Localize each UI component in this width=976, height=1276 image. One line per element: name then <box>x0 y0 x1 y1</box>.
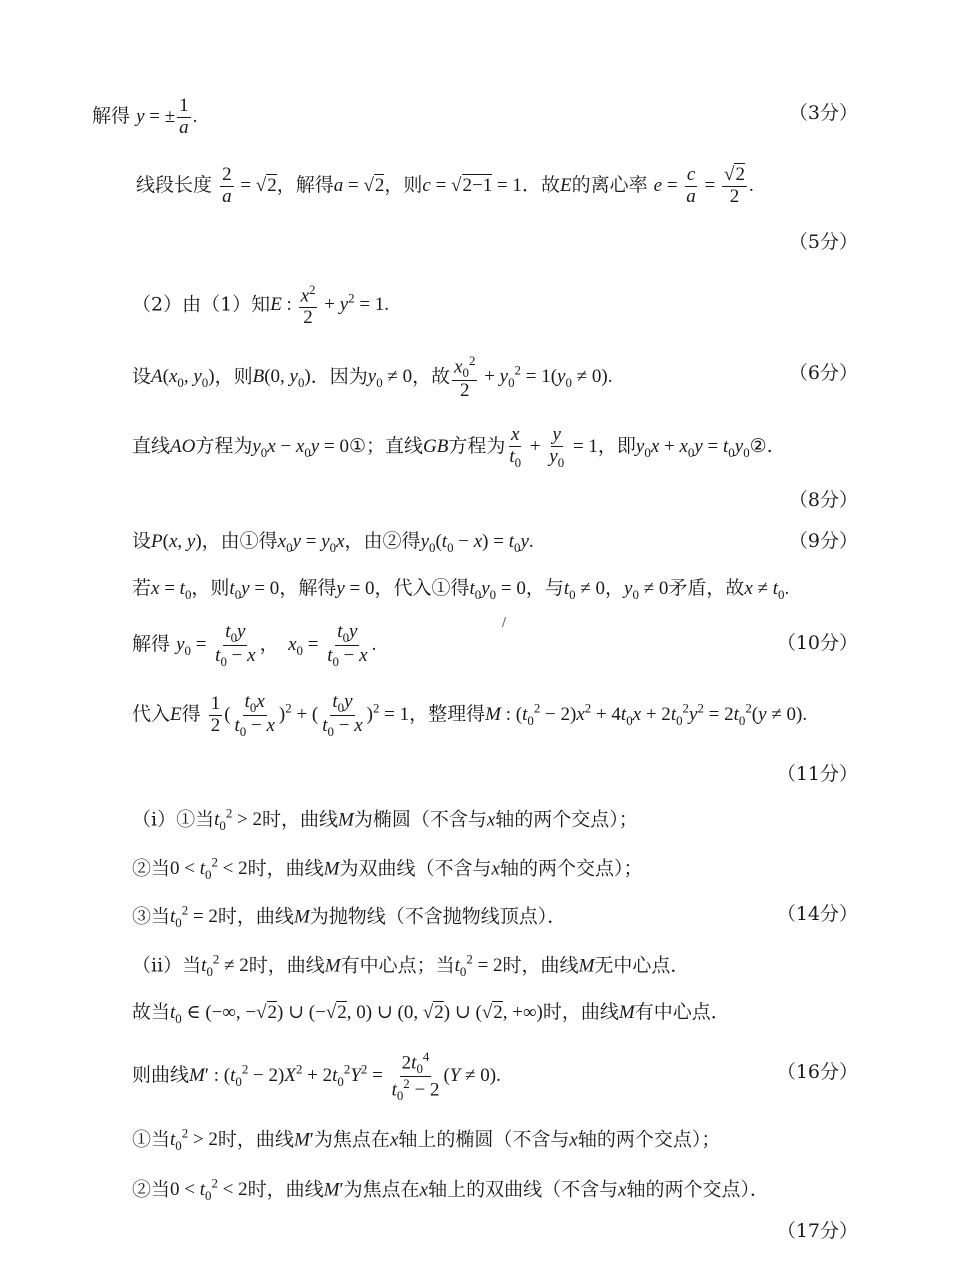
line-17: ②当$0 < t_0^2 < 2$时，曲线M′为焦点在x轴上的双曲线（不含与x轴的两个交点）． <box>132 1176 770 1204</box>
stray-mark: / <box>502 615 507 629</box>
line-1: 解得 y = ± $\frac{1}{a}$ . <box>92 95 198 138</box>
line-6: 设P(x, y)，由①得$x_0y = y_0x$，由②得$y_0(t_0 - x) = t_0y$. <box>132 530 534 555</box>
score-17: （17分） <box>776 1220 858 1242</box>
score-5: （5分） <box>788 231 858 253</box>
line-10: （ⅰ）①当$t_0^2 > 2$时，曲线M为椭圆（不含与x轴的两个交点）； <box>132 806 638 834</box>
line-15: 则曲线M′ : $(t_0^2 - 2)X^2 + 2t_0^2Y^2$ = $\frac{2t_0^4}{t_0^2 - 2}$ (Y ≠ 0). <box>132 1049 501 1104</box>
score-9: （9分） <box>788 530 858 552</box>
line-3: （2）由（1）知E : $\frac{x^2}{2}$ + $y^2 = 1$. <box>132 282 390 329</box>
score-11: （11分） <box>776 763 858 785</box>
line-12: ③当$t_0^2 = 2$时，曲线M为抛物线（不含抛物线顶点）． <box>132 903 567 931</box>
line-13: （ⅱ）当$t_0^2 \ne 2$时，曲线M有中心点；当$t_0^2 = 2$时，曲线M无中心点． <box>132 952 690 980</box>
line-5: 直线AO方程为$y_0x - x_0y$ = 0①；直线GB方程为 $\frac{x}{t_0}$ + $\frac{y}{y_0}$ = 1，即$y_0x + x_0y$ = $t_0y_0②$. <box>132 424 773 470</box>
line-9: 代入E得 $\frac{1}{2}$ ( $\frac{t_0x}{t_0 - x}$ )$^2$ + ( $\frac{t_0y}{t_0 - x}$ )$^2$ = 1，整理得M : $(t_0^2 - 2)x^2 + 4t_0x + 2t_0^2y^2 = 2t_0^2(y \ne 0)$. <box>132 691 808 739</box>
line-16: ①当$t_0^2 > 2$时，曲线M′为焦点在x轴上的椭圆（不含与x轴的两个交点）； <box>132 1126 721 1154</box>
line-2: 线段长度 $\frac{2}{a}$ = √2，解得a = √2，则c = √2−1 = 1．故E的离心率 e = $\frac{c}{a}$ = $\frac{√2}{2}$ . <box>136 164 754 207</box>
score-16: （16分） <box>776 1061 858 1083</box>
line-11: ②当$0 < t_0^2 < 2$时，曲线M为双曲线（不含与x轴的两个交点）； <box>132 855 643 883</box>
score-14: （14分） <box>776 903 858 925</box>
line-7: 若$x = t_0$，则$t_0y = 0$，解得y = 0，代入①得$t_0y_0 = 0$，与$t_0 \ne 0$，$y_0 \ne 0$矛盾，故$x \ne t_0$. <box>132 577 790 602</box>
line-8: 解得 $y_0$ = $\frac{t_0y}{t_0 - x}$ ， $x_0$ = $\frac{t_0y}{t_0 - x}$ . <box>132 621 377 669</box>
math: y = ± $\frac{1}{a}$ . <box>136 95 198 138</box>
score-6: （6分） <box>788 362 858 384</box>
line-14: 故当$t_0$ ∈ (−∞, −√2) ∪ (−√2, 0) ∪ (0, √2) ∪ (√2, +∞)时，曲线M有中心点． <box>132 1001 730 1026</box>
score-10: （10分） <box>776 632 858 654</box>
line-4: 设$A(x_0$, $y_0$)，则B(0, $y_0$)．因为$y_0 \ne 0$，故 $\frac{x_0^2}{2}$ + $y_0^2 = 1(y_0 \ne 0)$. <box>132 353 613 402</box>
score-8: （8分） <box>788 489 858 511</box>
score-3: （3分） <box>788 102 858 124</box>
